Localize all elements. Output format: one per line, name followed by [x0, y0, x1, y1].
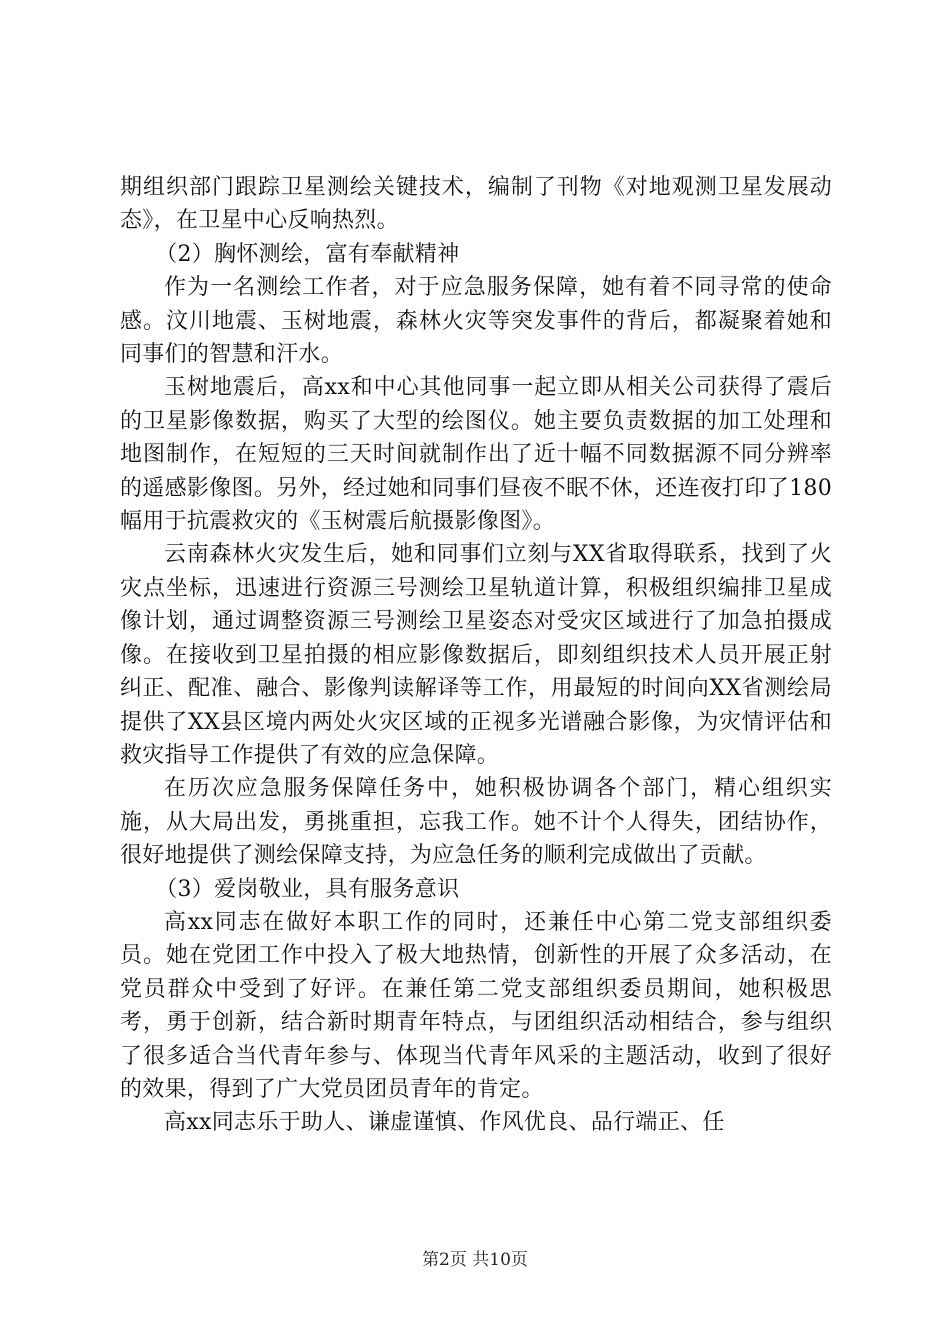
page-number-footer: 第2页 共10页: [422, 1250, 528, 1270]
section-heading-2: （2）胸怀测绘，富有奉献精神: [155, 241, 460, 267]
document-body: [120, 171, 832, 1140]
paragraph-continuation: 期组织部门跟踪卫星测绘关键技术，编制了刊物《对地观测卫星发展动态》，在卫星中心反响热烈。: [120, 175, 832, 234]
paragraph: 云南森林火灾发生后，她和同事们立刻与XX省取得联系，找到了火灾点坐标，迅速进行资源三号测绘卫星轨道计算，积极组织编排卫星成像计划，通过调整资源三号测绘卫星姿态对受灾区域进行了加急拍摄成像。在接收到卫星拍摄的相应影像数据后，即刻组织技术人员开展正射纠正、配准、融合、影像判读解译等工作，用最短的时间向XX省测绘局提供了XX县区境内两处火灾区域的正视多光谱融合影像，为灾情评估和救灾指导工作提供了有效的应急保障。: [120, 542, 832, 768]
paragraph: 高xx同志乐于助人、谦虚谨慎、作风优良、品行端正、任: [164, 1110, 725, 1136]
paragraph: 高xx同志在做好本职工作的同时，还兼任中心第二党支部组织委员。她在党团工作中投入了极大地热情，创新性的开展了众多活动，在党员群众中受到了好评。在兼任第二党支部组织委员期间，她积极思考，勇于创新，结合新时期青年特点，与团组织活动相结合，参与组织了很多适合当代青年参与、体现当代青年风采的主题活动，收到了很好的效果，得到了广大党员团员青年的肯定。: [120, 909, 832, 1102]
paragraph: 玉树地震后，高xx和中心其他同事一起立即从相关公司获得了震后的卫星影像数据，购买了大型的绘图仪。她主要负责数据的加工处理和地图制作，在短短的三天时间就制作出了近十幅不同数据源不同分辨率的遥感影像图。另外，经过她和同事们昼夜不眠不休，还连夜打印了180幅用于抗震救灾的《玉树震后航摄影像图》。: [120, 375, 832, 535]
paragraph: 在历次应急服务保障任务中，她积极协调各个部门，精心组织实施，从大局出发，勇挑重担，忘我工作。她不计个人得失，团结协作，很好地提供了测绘保障支持，为应急任务的顺利完成做出了贡献。: [120, 776, 832, 869]
paragraph: 作为一名测绘工作者，对于应急服务保障，她有着不同寻常的使命感。汶川地震、玉树地震，森林火灾等突发事件的背后，都凝聚着她和同事们的智慧和汗水。: [120, 275, 832, 368]
section-heading-3: （3）爱岗敬业，具有服务意识: [155, 876, 460, 902]
